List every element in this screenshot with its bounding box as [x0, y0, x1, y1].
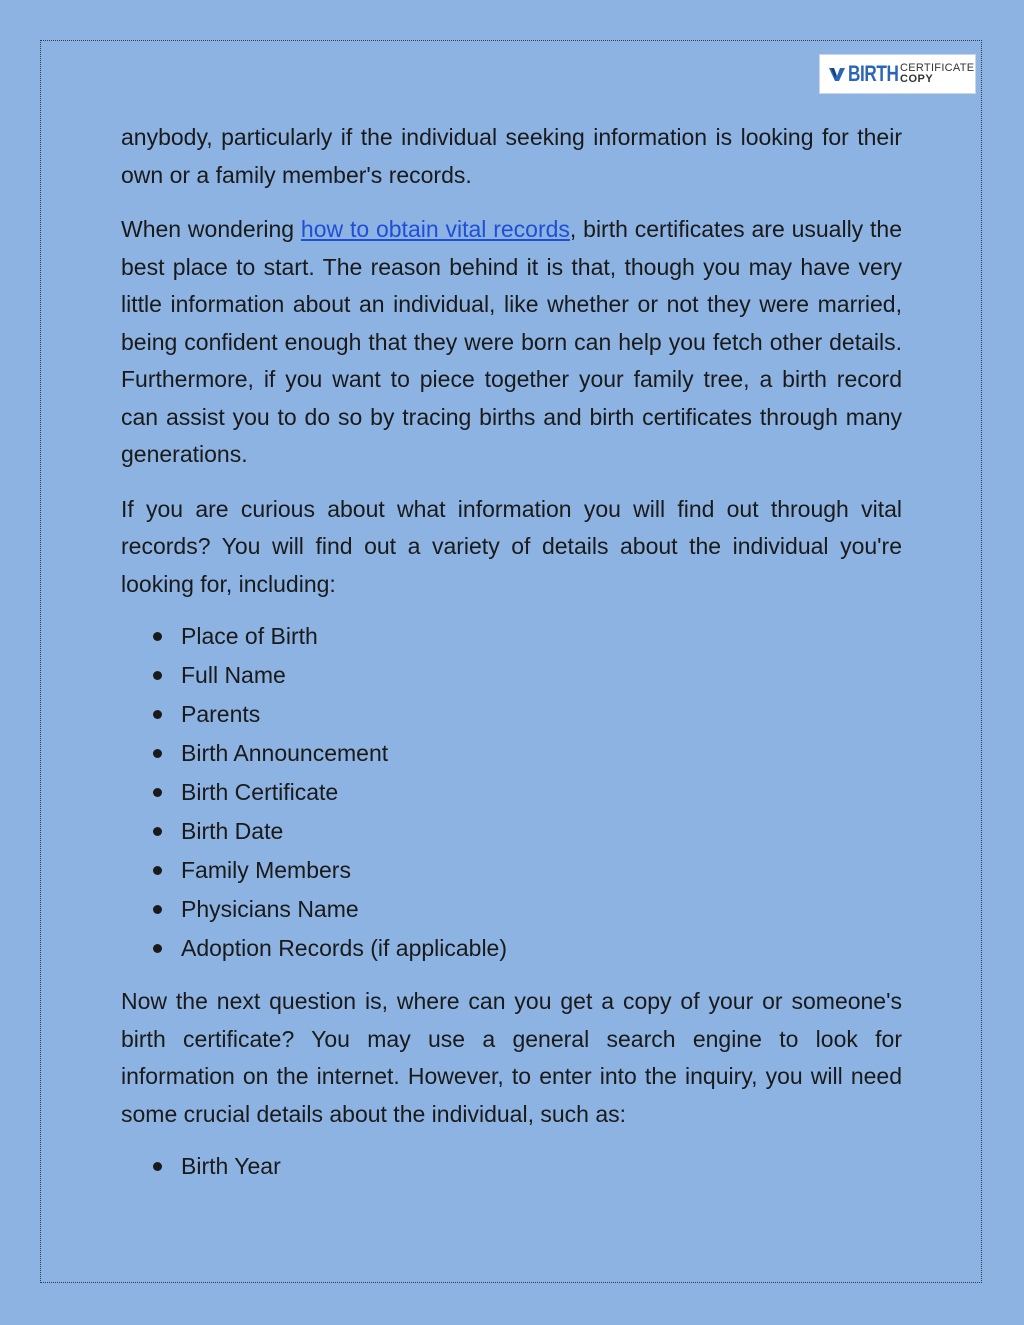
list-item-text: Full Name: [181, 662, 286, 688]
list-item-text: Place of Birth: [181, 623, 318, 649]
logo-line-copy: COPY: [900, 73, 934, 85]
paragraph-search: Now the next question is, where can you get a copy of your or someone's birth certificate? You may use a general search engine to look for information on the internet. However, to enter into the inquiry, you will need some crucial details about the individual, such as:: [121, 988, 902, 1127]
list-item: [121, 890, 902, 929]
logo-line-certificate: CERTIFICATE: [900, 62, 975, 74]
list-item: [121, 851, 902, 890]
list-item-text: Adoption Records (if applicable): [181, 935, 508, 961]
logo-check-icon: [828, 65, 846, 83]
list-item-text: Birth Year: [181, 1153, 281, 1179]
logo-subtitle: [900, 63, 974, 85]
list-item-text: Birth Announcement: [181, 740, 389, 766]
list-item-text: Family Members: [181, 857, 351, 883]
paragraph-details: If you are curious about what information you will find out through vital records? You will find out a variety of details about the individual you're looking for, including:: [121, 495, 902, 597]
bullet-icon: [153, 749, 162, 758]
paragraph-intro: anybody, particularly if the individual seeking information is looking for their own or a family member's records.: [121, 124, 902, 188]
bullet-icon: [153, 788, 162, 797]
bullet-icon: [153, 632, 162, 641]
paragraph-text: When wondering: [121, 216, 301, 242]
list-item: [121, 734, 902, 773]
document-body: [121, 119, 902, 1201]
list-item-text: Parents: [181, 701, 261, 727]
list-item: [121, 656, 902, 695]
logo-word: BIRTH: [848, 61, 899, 86]
crucial-details-list: [121, 1147, 902, 1186]
list-item-text: Birth Certificate: [181, 779, 339, 805]
birth-certificate-copy-logo[interactable]: [819, 54, 976, 94]
details-list: [121, 617, 902, 968]
bullet-icon: [153, 905, 162, 914]
bullet-icon: [153, 944, 162, 953]
vital-records-link[interactable]: how to obtain vital records: [300, 216, 570, 242]
list-item-text: Birth Date: [181, 818, 284, 844]
bullet-icon: [153, 671, 162, 680]
bullet-icon: [153, 866, 162, 875]
list-item: [121, 773, 902, 812]
list-item: [121, 695, 902, 734]
list-item: [121, 617, 902, 656]
bullet-icon: [153, 1162, 162, 1171]
list-item: [121, 929, 902, 968]
bullet-icon: [153, 710, 162, 719]
list-item: [121, 812, 902, 851]
paragraph-vital-records: [121, 211, 902, 474]
list-item: [121, 1147, 902, 1186]
paragraph-text: , birth certificates are usually the best place to start. The reason behind it is that, though you may have very little information about an individual, like whether or not they were married, being confident enough that they were born can help you fetch other details. Furthermore, if you want to piece together your family tree, a birth record can assist you to do so by tracing births and birth certificates through many generations.: [121, 216, 902, 467]
bullet-icon: [153, 827, 162, 836]
list-item-text: Physicians Name: [181, 896, 359, 922]
